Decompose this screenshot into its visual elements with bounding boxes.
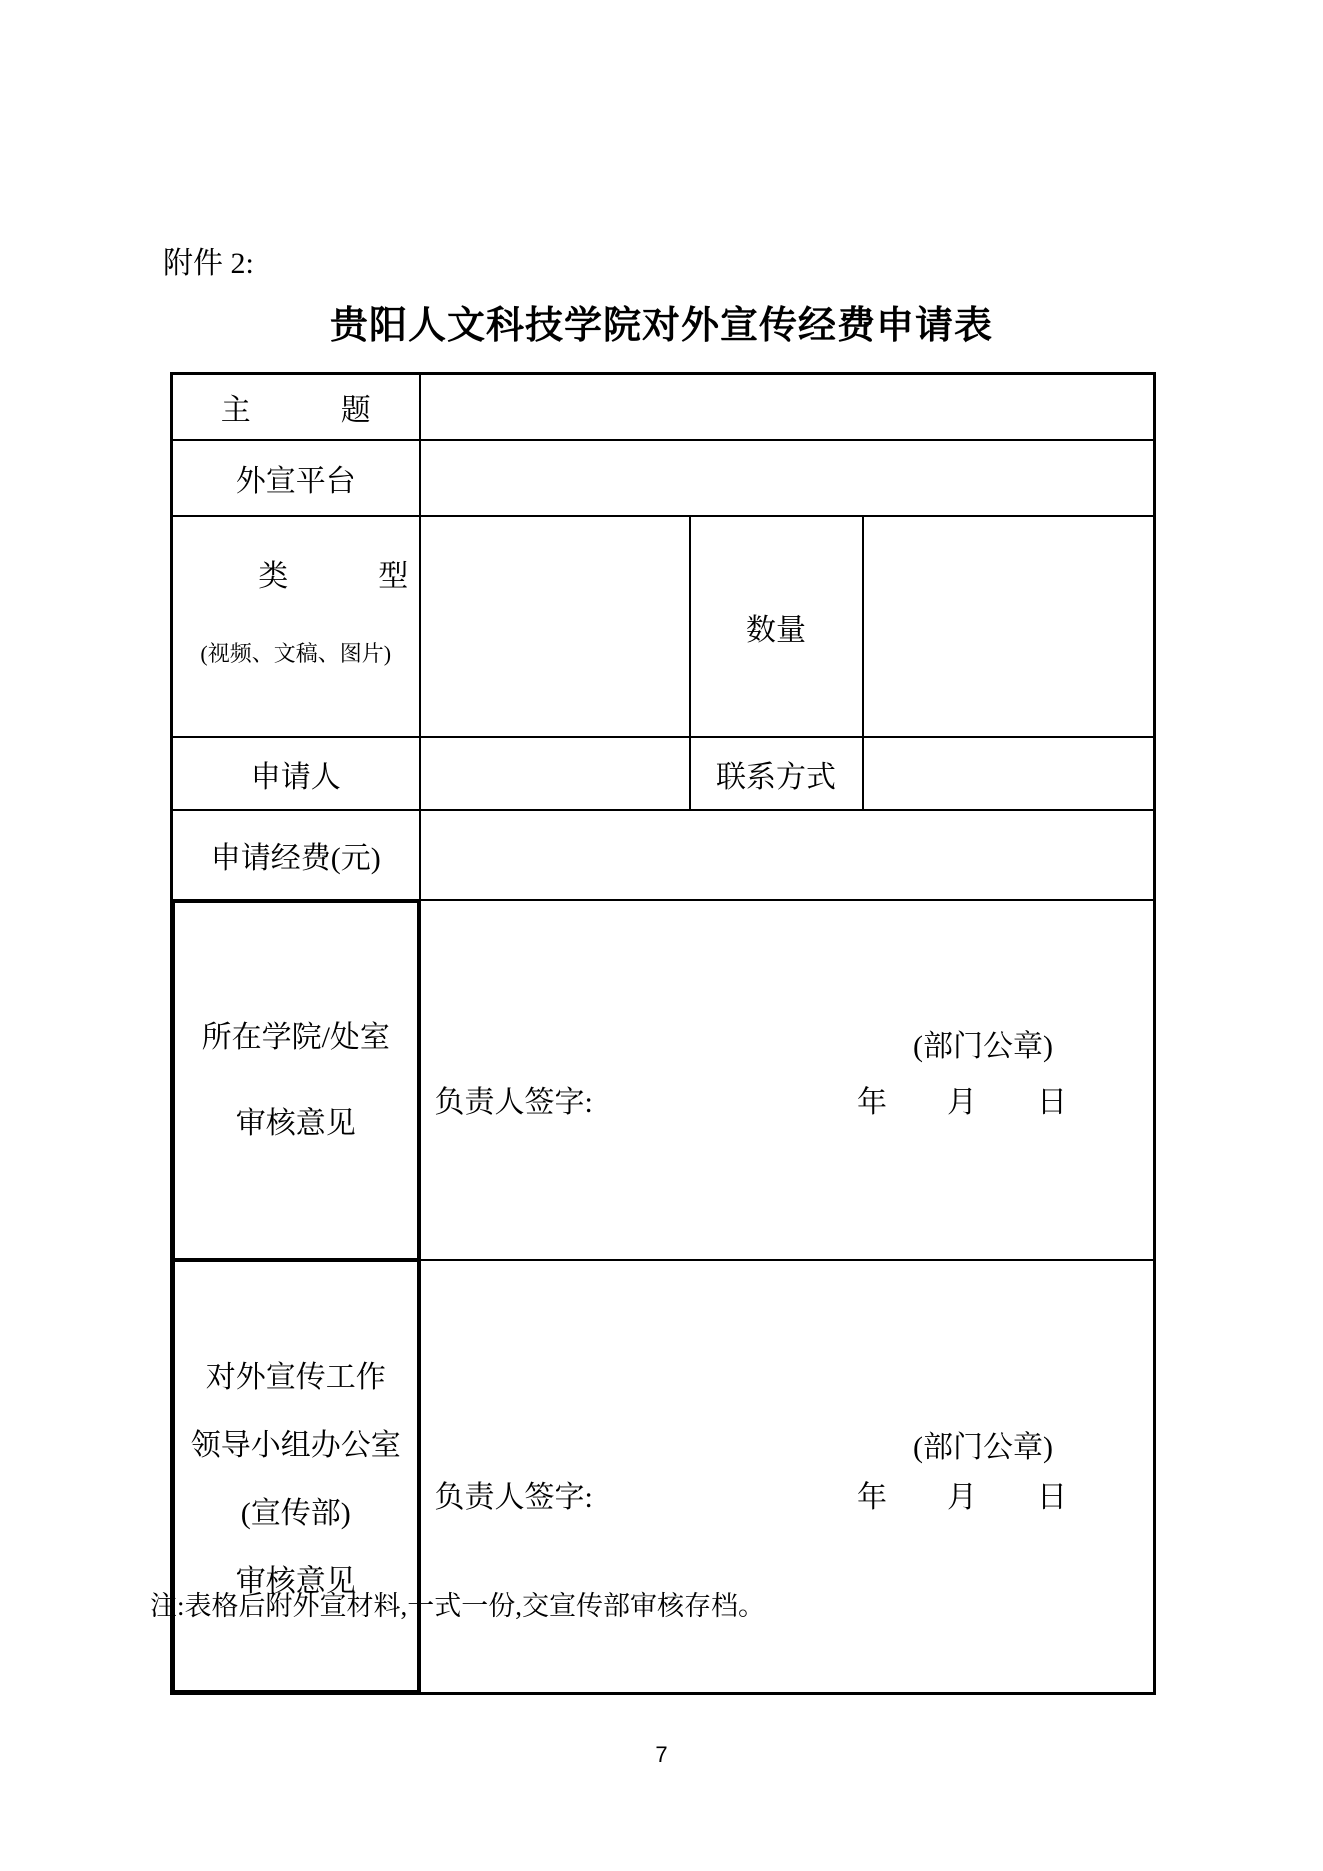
dept-review-label-line1: 所在学院/处室 bbox=[201, 1020, 390, 1054]
dept-review-label-cell bbox=[173, 901, 419, 1260]
office-seal-note: (部门公章) bbox=[913, 1430, 1054, 1464]
contact-label: 联系方式 bbox=[716, 760, 836, 794]
row-platform bbox=[172, 440, 1155, 516]
form-title: 贵阳人文科技学院对外宣传经费申请表 bbox=[329, 305, 993, 347]
type-label-cell bbox=[172, 516, 420, 737]
office-signature-label: 负责人签字: bbox=[434, 1480, 593, 1514]
dept-date-placeholder: 年 月 日 bbox=[857, 1086, 1068, 1119]
row-applicant-contact bbox=[172, 737, 1155, 810]
footnote: 注:表格后附外宣材料,一式一份,交宣传部审核存档。 bbox=[150, 1591, 766, 1621]
row-type-quantity bbox=[172, 516, 1155, 737]
subject-label: 主 题 bbox=[220, 394, 371, 427]
office-date-placeholder: 年 月 日 bbox=[857, 1480, 1068, 1514]
platform-label: 外宣平台 bbox=[235, 465, 356, 498]
row-funds bbox=[172, 810, 1155, 900]
applicant-label: 申请人 bbox=[250, 760, 341, 794]
type-sublabel: (视频、文稿、图片) bbox=[200, 641, 392, 666]
quantity-label-cell bbox=[690, 516, 863, 737]
office-review-label-cell bbox=[173, 1260, 419, 1692]
row-subject bbox=[172, 374, 1155, 441]
platform-input-cell bbox=[420, 440, 1155, 516]
contact-label-cell bbox=[690, 737, 863, 810]
office-review-label-line4: 审核意见 bbox=[235, 1565, 356, 1598]
quantity-label: 数量 bbox=[746, 613, 806, 647]
quantity-input-cell bbox=[863, 516, 1155, 737]
row-office-review bbox=[172, 1260, 1155, 1694]
row-dept-review bbox=[172, 900, 1155, 1260]
applicant-label-cell bbox=[172, 737, 420, 810]
applicant-input-cell bbox=[420, 737, 690, 810]
page-number: 7 bbox=[655, 1742, 668, 1767]
platform-label-cell bbox=[172, 440, 420, 516]
office-review-label-line1: 对外宣传工作 bbox=[205, 1361, 386, 1394]
type-input-cell bbox=[420, 516, 690, 737]
dept-signature-label: 负责人签字: bbox=[434, 1086, 593, 1119]
subject-input-cell bbox=[420, 374, 1155, 441]
office-review-content-cell bbox=[420, 1260, 1155, 1694]
attachment-label: 附件 2: bbox=[163, 247, 254, 280]
contact-input-cell bbox=[863, 737, 1155, 810]
dept-seal-note: (部门公章) bbox=[913, 1030, 1054, 1063]
application-form-table bbox=[170, 372, 1156, 1695]
dept-review-label-line2: 审核意见 bbox=[235, 1106, 356, 1140]
funds-label-cell bbox=[172, 810, 420, 900]
office-review-label-line2: 领导小组办公室 bbox=[190, 1429, 401, 1462]
office-review-label-line3: (宣传部) bbox=[240, 1497, 351, 1530]
subject-label-cell bbox=[172, 374, 420, 441]
funds-label: 申请经费(元) bbox=[210, 842, 381, 875]
dept-review-content-cell bbox=[420, 900, 1155, 1260]
type-label: 类 型 bbox=[258, 560, 409, 593]
funds-input-cell bbox=[420, 810, 1155, 900]
